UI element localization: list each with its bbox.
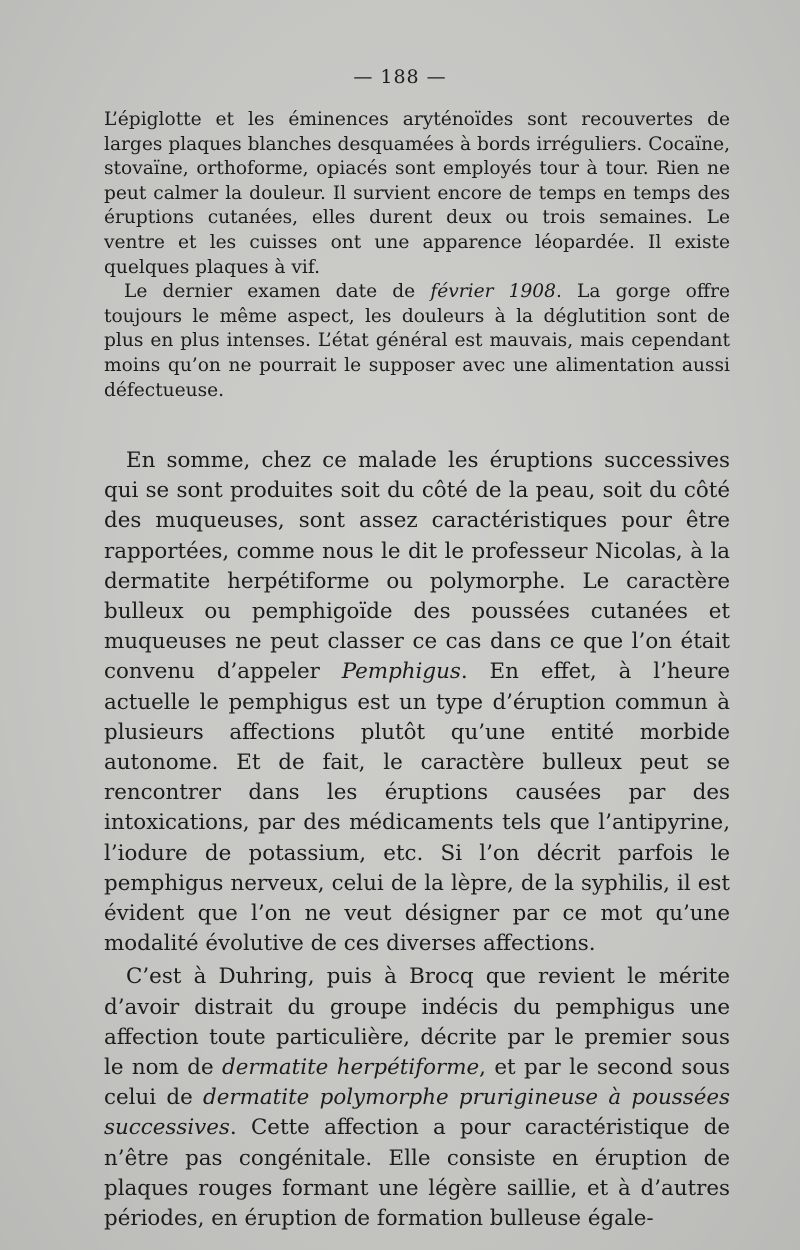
discussion-paragraph-2 <box>104 962 730 1234</box>
case-notes-paragraph-1: L’épiglotte et les éminences aryténoïdes sont recouvertes de larges plaques blanches desquamées à bords irréguliers. Cocaïne, stovaïne, orthoforme, opiacés sont employés tour à tour. Rien ne peut calmer la douleur. Il survient encore de temps en temps des éruptions cutanées, elles durent deux ou trois semaines. Le ventre et les cuisses ont une apparence léopardée. Il existe quelques plaques à vif. <box>104 109 730 278</box>
text-run: Le dernier examen date de <box>124 281 431 303</box>
italic-term: dermatite polymorphe prurigineuse à poussées successives <box>104 1085 730 1141</box>
text-run: . Cette affection a pour caractéristique de n’être pas congénitale. Elle consiste en éruption de plaques rouges formant une légère saillie, et à d’autres périodes, en éruption de formation bulleuse égale- <box>104 1115 730 1232</box>
text-run: , et par le second sous celui de <box>104 1055 730 1111</box>
text-run: En somme, chez ce malade les éruptions successives qui se sont produites soit du côté de la peau, soit du côté des muqueuses, sont assez caractéristiques pour être rapportées, comme nous le dit le professeur Nicolas, à la dermatite herpétiforme ou polymorphe. Le caractère bulleux ou pemphigoïde des poussées cutanées et muqueuses ne peut classer ce cas dans ce que l’on était convenu d’appeler <box>104 448 730 685</box>
page-number: — 188 — <box>353 66 447 88</box>
case-notes-section <box>104 108 730 403</box>
text-run: . En effet, à l’heure actuelle le pemphigus est un type d’éruption commun à plusieurs affections plutôt qu’une entité morbide autonome. Et de fait, le caractère bulleux peut se rencontrer dans les éruptions causées par des intoxications, par des médicaments tels que l’antipyrine, l’iodure de potassium, etc. Si l’on décrit parfois le pemphigus nerveux, celui de la lèpre, de la syphilis, il est évident que l’on ne veut désigner par ce mot qu’une modalité évolutive de ces diverses affections. <box>104 659 730 957</box>
italic-date: février 1908 <box>430 281 556 303</box>
italic-term: Pemphigus <box>341 659 461 685</box>
case-notes-paragraph-2 <box>104 280 730 403</box>
discussion-section <box>104 446 730 1234</box>
text-run: C’est à Duhring, puis à Brocq que revient le mérite d’avoir distrait du groupe indécis du pemphigus une affection toute particulière, décrite par le premier sous le nom de <box>104 964 730 1081</box>
italic-term: dermatite herpétiforme <box>222 1055 480 1081</box>
discussion-paragraph-1 <box>104 446 730 959</box>
text-run: . La gorge offre toujours le même aspect, les douleurs à la déglutition sont de plus en plus intenses. L’état général est mauvais, mais cependant moins qu’on ne pourrait le supposer avec une alimentation aussi défectueuse. <box>104 281 730 401</box>
